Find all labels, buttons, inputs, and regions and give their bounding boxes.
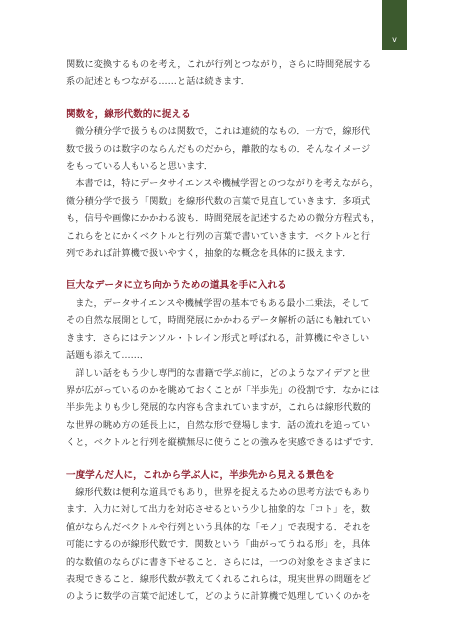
text-line: も，信号や画像にかかわる波も．時間発展を記述するための微分方程式も， — [66, 213, 381, 225]
text-line: をもっている人もいると思います． — [66, 161, 214, 173]
text-line: ます．入力に対して出力を対応させるという少し抽象的な「コト」を，数 — [66, 504, 371, 516]
text-line: 線形代数は便利な道具でもあり，世界を捉えるための思考方法でもあり — [75, 486, 371, 498]
intro-paragraph — [66, 56, 384, 91]
text-line: これらをとにかくベクトルと行列の言葉で書いていきます．ベクトルと行 — [66, 230, 371, 242]
body-text — [66, 56, 384, 606]
text-line: 的な数値のならびに書き下せること．さらには，一つの対象をさまざまに — [66, 556, 371, 568]
text-line: きます．さらにはテンソル・トレイン形式と呼ばれる，計算機にやさしい — [66, 332, 370, 344]
section-heading: 巨大なデータに立ち向かうための道具を手に入れる — [66, 280, 287, 292]
text-line: くと，ベクトルと行列を縦横無尽に使うことの強みを実感できるはずです． — [66, 437, 380, 449]
text-line: 半歩先よりも少し発展的な内容も含まれていますが，これらは線形代数的 — [66, 402, 371, 414]
text-line: 系の記述ともつながる……と話は続きます． — [66, 76, 251, 88]
paragraph — [66, 123, 384, 175]
section-heading: 関数を，線形代数的に捉える — [66, 108, 191, 120]
paragraph — [66, 175, 384, 262]
text-line: 列であれば計算機で扱いやすく，抽象的な概念を具体的に扱えます． — [66, 248, 352, 260]
text-line: 詳しい話をもう少し専門的な書籍で学ぶ前に，どのようなアイデアと世 — [75, 367, 370, 379]
text-line: 微分積分学で扱う「関数」を線形代数の言葉で見直していきます．多項式 — [66, 195, 371, 207]
text-line: 話題も添えて……． — [66, 350, 150, 362]
paragraph — [66, 484, 384, 606]
text-line: その自然な展開として，時間発展にかかわるデータ解析の話にも触れてい — [66, 315, 371, 327]
paragraph — [66, 365, 384, 452]
text-line: また，データサイエンスや機械学習の基本でもある最小二乗法，そして — [75, 297, 370, 309]
text-line: 値がならんだベクトルや行列という具体的な「モノ」で表現する．それを — [66, 521, 371, 533]
text-line: な世界の眺め方の延長上に，自然な形で登場します．話の流れを追ってい — [66, 419, 371, 431]
paragraph — [66, 295, 384, 365]
page-number: v — [392, 35, 397, 44]
text-line: 本書では，特にデータサイエンスや機械学習とのつながりを考えながら， — [75, 178, 379, 190]
text-line: 界が広がっているのかを眺めておくことが「半歩先」の役割です．なかには — [66, 384, 380, 396]
text-line: 関数に変換するものを考え，これが行列とつながり，さらに時間発展する — [66, 59, 372, 70]
text-line: 数で扱うのは数字のならんだものだから，離散的なもの．そんなイメージ — [66, 143, 371, 155]
page-number-tab — [382, 0, 407, 50]
text-line: 表現できること．線形代数が教えてくれるこれらは，現実世界の問題をど — [66, 573, 371, 585]
text-line: のように数学の言葉で記述して，どのように計算機で処理していくのかを — [66, 591, 371, 603]
text-line: 可能にするのが線形代数です．関数という「曲がってうねる形」を，具体 — [66, 539, 371, 551]
section-heading: 一度学んだ人に，これから学ぶ人に，半歩先から見える景色を — [66, 469, 335, 481]
text-line: 微分積分学で扱うものは関数で，これは連続的なもの．一方で，線形代 — [75, 126, 371, 138]
